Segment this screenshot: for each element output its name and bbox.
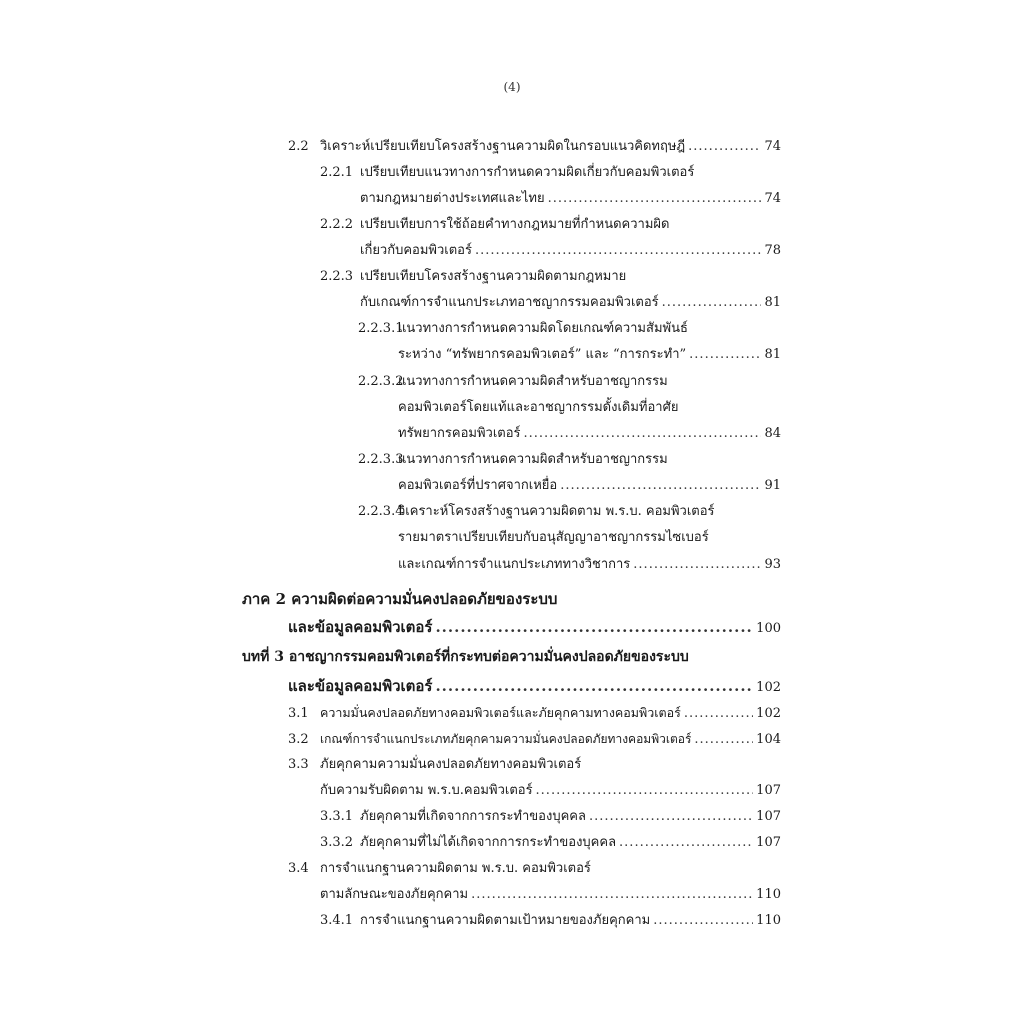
toc-number: 2.2 bbox=[288, 139, 309, 154]
toc-entry bbox=[398, 556, 781, 574]
toc-text: ภัยคุกคามที่เกิดจากการกระทำของบุคคล bbox=[360, 809, 586, 824]
toc-page: 84 bbox=[764, 426, 781, 441]
toc-entry bbox=[320, 268, 781, 286]
toc-text: ภาค 2 ความผิดต่อความมั่นคงปลอดภัยของระบบ bbox=[242, 590, 558, 608]
toc-entry bbox=[288, 756, 781, 774]
toc-text: และเกณฑ์การจำแนกประเภททางวิชาการ bbox=[398, 557, 631, 572]
dot-leader bbox=[560, 477, 761, 495]
toc-page: 91 bbox=[764, 478, 781, 493]
toc-text: เปรียบเทียบการใช้ถ้อยคำทางกฎหมายที่กำหนดความผิด bbox=[360, 217, 670, 232]
toc-text: เกณฑ์การจำแนกประเภทภัยคุกคามความมั่นคงปลอดภัยทางคอมพิวเตอร์ bbox=[320, 732, 692, 746]
toc-text: ความมั่นคงปลอดภัยทางคอมพิวเตอร์และภัยคุกคามทางคอมพิวเตอร์ bbox=[320, 705, 681, 720]
toc-number: 3.3 bbox=[288, 757, 309, 772]
dot-leader bbox=[694, 731, 753, 749]
toc-page: 100 bbox=[756, 621, 781, 636]
toc-number: 3.1 bbox=[288, 706, 309, 721]
toc-text: การจำแนกฐานความผิดตามเป้าหมายของภัยคุกคาม bbox=[360, 913, 651, 928]
toc-entry bbox=[320, 808, 781, 826]
toc-page: 107 bbox=[756, 809, 781, 824]
toc-number: 2.2.1 bbox=[320, 165, 354, 180]
dot-leader bbox=[475, 242, 761, 260]
toc-page: 74 bbox=[764, 191, 781, 206]
toc-text: แนวทางการกำหนดความผิดสำหรับอาชญากรรม bbox=[398, 452, 668, 467]
toc-entry bbox=[358, 320, 781, 338]
toc-text: กับความรับผิดตาม พ.ร.บ.คอมพิวเตอร์ bbox=[320, 783, 533, 798]
dot-leader bbox=[653, 912, 753, 930]
toc-part-heading bbox=[242, 590, 781, 608]
toc-text: ทรัพยากรคอมพิวเตอร์ bbox=[398, 426, 521, 441]
toc-text: วิเคราะห์เปรียบเทียบโครงสร้างฐานความผิดในกรอบแนวคิดทฤษฎี bbox=[320, 139, 686, 154]
toc-number: 3.2 bbox=[288, 732, 309, 747]
toc-entry bbox=[360, 294, 781, 312]
toc-text: ตามลักษณะของภัยคุกคาม bbox=[320, 887, 469, 902]
toc-page: 81 bbox=[764, 347, 781, 362]
toc-page: 78 bbox=[764, 243, 781, 258]
toc-number: 3.4 bbox=[288, 861, 309, 876]
toc-entry bbox=[358, 503, 781, 521]
toc-text: ภัยคุกคามความมั่นคงปลอดภัยทางคอมพิวเตอร์ bbox=[320, 757, 582, 772]
dot-leader bbox=[684, 705, 753, 723]
toc-entry bbox=[320, 216, 781, 234]
dot-leader bbox=[633, 556, 761, 574]
dot-leader bbox=[688, 138, 761, 156]
toc-chapter-heading bbox=[242, 648, 781, 666]
dot-leader bbox=[662, 294, 762, 312]
toc-entry bbox=[360, 190, 781, 208]
toc-number: 2.2.3.2 bbox=[358, 374, 404, 389]
toc-text: บทที่ 3 อาชญากรรมคอมพิวเตอร์ที่กระทบต่อความมั่นคงปลอดภัยของระบบ bbox=[242, 649, 689, 665]
toc-text: ตามกฎหมายต่างประเทศและไทย bbox=[360, 191, 545, 206]
toc-text: และข้อมูลคอมพิวเตอร์ bbox=[288, 677, 433, 695]
toc-entry bbox=[398, 425, 781, 443]
toc-text: ภัยคุกคามที่ไม่ได้เกิดจากการกระทำของบุคคล bbox=[360, 835, 617, 850]
dot-leader bbox=[471, 886, 753, 904]
toc-text: วิเคราะห์โครงสร้างฐานความผิดตาม พ.ร.บ. คอมพิวเตอร์ bbox=[398, 504, 715, 519]
toc-number: 3.3.1 bbox=[320, 809, 354, 824]
toc-page: 107 bbox=[756, 783, 781, 798]
toc-entry bbox=[320, 782, 781, 800]
toc-number: 3.4.1 bbox=[320, 913, 354, 928]
toc-text: คอมพิวเตอร์โดยแท้และอาชญากรรมดั้งเดิมที่อาศัย bbox=[398, 400, 679, 415]
toc-page: 107 bbox=[756, 835, 781, 850]
dot-leader bbox=[435, 618, 753, 636]
toc-number: 2.2.3.1 bbox=[358, 321, 404, 336]
toc-chapter-heading bbox=[288, 677, 781, 697]
toc-text: ระหว่าง “ทรัพยากรคอมพิวเตอร์” และ “การกระทำ” bbox=[398, 347, 687, 362]
toc-text: แนวทางการกำหนดความผิดสำหรับอาชญากรรม bbox=[398, 374, 668, 389]
toc-entry bbox=[320, 912, 781, 930]
toc-text: รายมาตราเปรียบเทียบกับอนุสัญญาอาชญากรรมไซเบอร์ bbox=[398, 530, 709, 545]
toc-entry bbox=[320, 164, 781, 182]
toc-entry bbox=[288, 860, 781, 878]
dot-leader bbox=[524, 425, 762, 443]
page-number: (4) bbox=[503, 80, 521, 94]
toc-page: 81 bbox=[764, 295, 781, 310]
toc-number: 2.2.2 bbox=[320, 217, 354, 232]
toc-entry bbox=[288, 704, 781, 723]
toc-text: และข้อมูลคอมพิวเตอร์ bbox=[288, 618, 433, 636]
toc-number: 2.2.3.4 bbox=[358, 504, 404, 519]
toc-text: เกี่ยวกับคอมพิวเตอร์ bbox=[360, 243, 472, 258]
dot-leader bbox=[689, 346, 761, 364]
toc-number: 2.2.3.3 bbox=[358, 452, 404, 467]
toc-entry bbox=[288, 138, 781, 156]
dot-leader bbox=[435, 677, 753, 695]
toc-text: การจำแนกฐานความผิดตาม พ.ร.บ. คอมพิวเตอร์ bbox=[320, 861, 591, 876]
toc-text: เปรียบเทียบแนวทางการกำหนดความผิดเกี่ยวกับคอมพิวเตอร์ bbox=[360, 165, 695, 180]
toc-text: กับเกณฑ์การจำแนกประเภทอาชญากรรมคอมพิวเตอร์ bbox=[360, 295, 659, 310]
dot-leader bbox=[536, 782, 754, 800]
toc-entry bbox=[358, 373, 781, 391]
toc-page: 104 bbox=[756, 732, 781, 747]
toc-part-heading bbox=[288, 618, 781, 638]
toc-page: 93 bbox=[764, 557, 781, 572]
toc-entry bbox=[288, 730, 781, 749]
toc-page: 102 bbox=[756, 680, 781, 695]
toc-page: 74 bbox=[764, 139, 781, 154]
dot-leader bbox=[619, 834, 753, 852]
dot-leader bbox=[548, 190, 762, 208]
toc-text: คอมพิวเตอร์ที่ปราศจากเหยื่อ bbox=[398, 478, 558, 493]
toc-page: 102 bbox=[756, 706, 781, 721]
toc-page: 110 bbox=[756, 887, 781, 902]
toc-page: 110 bbox=[756, 913, 781, 928]
toc-number: 3.3.2 bbox=[320, 835, 354, 850]
toc-entry bbox=[398, 477, 781, 495]
dot-leader bbox=[589, 808, 753, 826]
toc-number: 2.2.3 bbox=[320, 269, 354, 284]
toc-text: เปรียบเทียบโครงสร้างฐานความผิดตามกฎหมาย bbox=[360, 269, 627, 284]
toc-entry bbox=[398, 529, 781, 547]
toc-entry bbox=[358, 451, 781, 469]
toc-entry bbox=[320, 834, 781, 852]
toc-entry bbox=[360, 242, 781, 260]
toc-entry bbox=[398, 399, 781, 417]
toc-text: แนวทางการกำหนดความผิดโดยเกณฑ์ความสัมพันธ์ bbox=[398, 321, 688, 336]
toc-entry bbox=[398, 346, 781, 364]
toc-entry bbox=[320, 886, 781, 904]
